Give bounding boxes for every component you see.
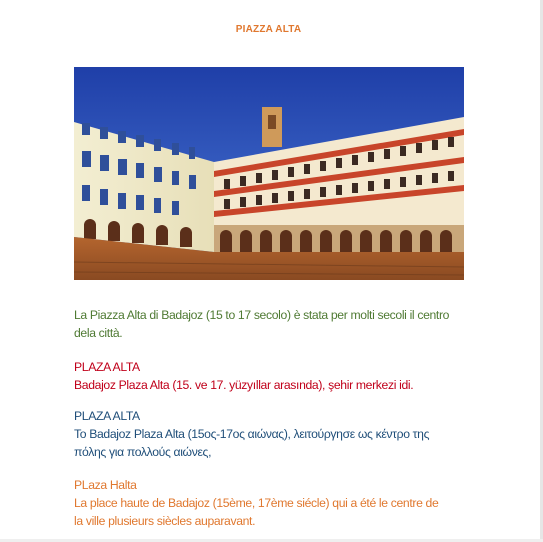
page-title: PIAZZA ALTA (235, 24, 302, 35)
french-text-block (74, 476, 474, 530)
turkish-line-1: Badajoz Plaza Alta (15. ve 17. yüzyıllar arasında), şehir merkezi idi. (74, 378, 414, 392)
greek-line-1: To Badajoz Plaza Alta (15ος-17ος αιώνας), λειτούργησε ως κέντρο της (74, 427, 430, 441)
french-heading: PLaza Halta (74, 478, 137, 492)
greek-text-block (74, 407, 474, 461)
plaza-alta-drawing (74, 67, 464, 280)
greek-heading: PLAZA ALTA (74, 409, 140, 423)
french-line-1: La place haute de Badajoz (15ème, 17ème siécle) qui a été le centre de (74, 496, 439, 510)
italian-text-block (74, 306, 474, 342)
turkish-text-block (74, 358, 474, 394)
greek-line-2: πόλης για πολλούς αιώνες, (74, 445, 212, 459)
italian-line-1: La Piazza Alta di Badajoz (15 to 17 secolo) è stata per molti secoli il centro (74, 308, 450, 322)
italian-line-2: dela città. (74, 326, 123, 340)
french-line-2: la ville plusieurs siècles auparavant. (74, 514, 256, 528)
turkish-heading: PLAZA ALTA (74, 360, 140, 374)
